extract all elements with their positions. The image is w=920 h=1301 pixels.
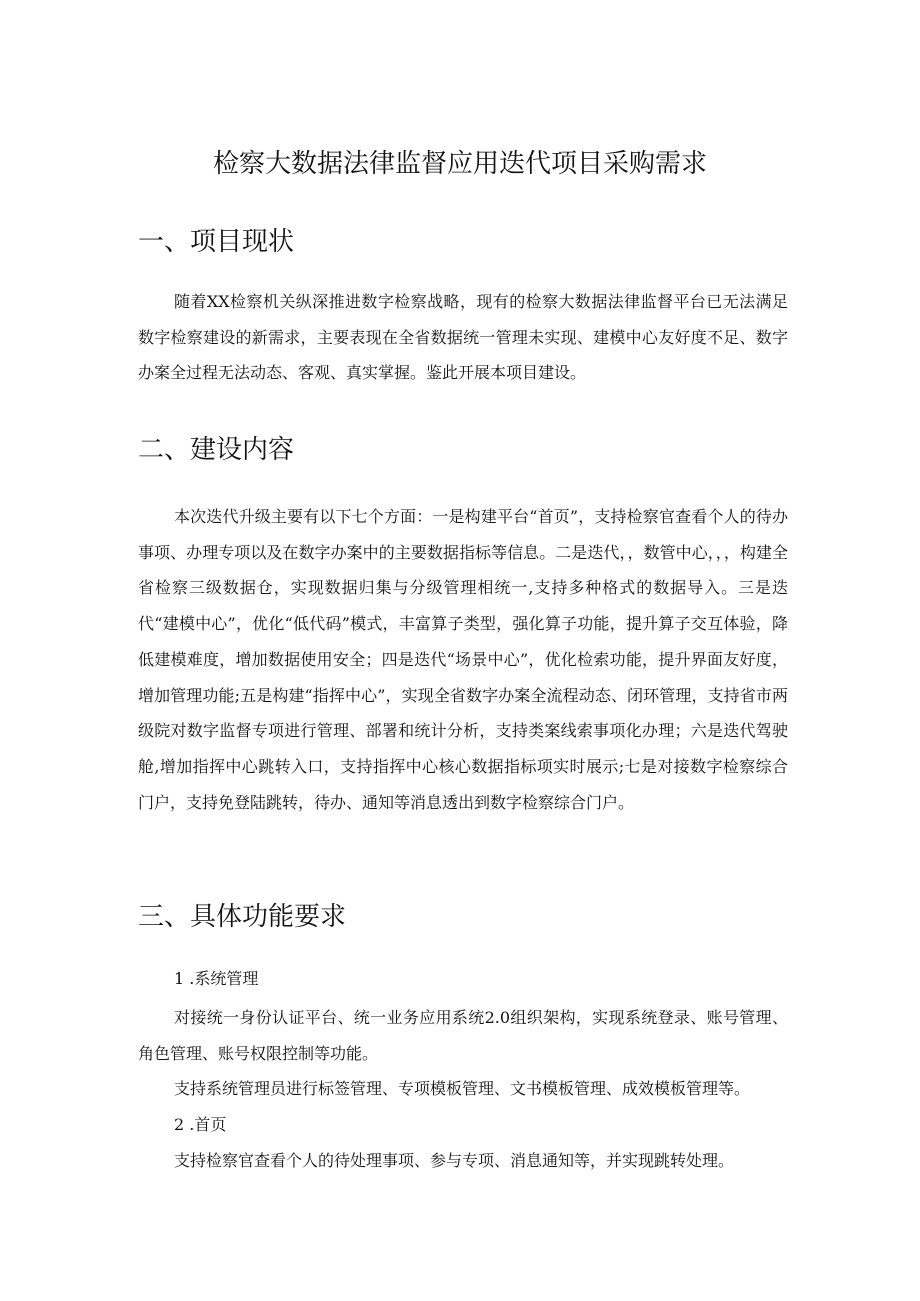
- section-heading-construction: 二、建设内容: [138, 435, 295, 465]
- requirement-paragraph-system-management: 对接统一身份认证平台、统一业务应用系统2.0组织架构，实现系统登录、账号管理、角色管理、账号权限控制等功能。: [138, 1008, 788, 1063]
- requirement-item-system-management: 1 .系统管理: [174, 969, 259, 988]
- requirement-line-admin-support: 支持系统管理员进行标签管理、专项模板管理、文书模板管理、成效模板管理等。: [174, 1079, 751, 1098]
- document-title: 检察大数据法律监督应用迭代项目采购需求: [212, 149, 707, 179]
- section-paragraph-construction: 本次迭代升级主要有以下七个方面：一是构建平台“首页”，支持检察官查看个人的待办事项、办理专项以及在数字办案中的主要数据指标等信息。二是迭代，，数管中心，，，构建全省检察三级数据仓，实现数据归集与分级管理相统一,支持多种格式的数据导入。三是迭代“建模中心”，优化“低代码”模式，丰富算子类型，强化算子功能，提升算子交互体验，降低建模难度，增加数据使用安全；四是迭代“场景中心”，优化检索功能，提升界面友好度，增加管理功能;五是构建“指挥中心”，实现全省数字办案全流程动态、闭环管理，支持省市两级院对数字监督专项进行管理、部署和统计分析，支持类案线索事项化办理；六是迭代驾驶舱,增加指挥中心跳转入口，支持指挥中心核心数据指标项实时展示;七是对接数字检察综合门户，支持免登陆跳转，待办、通知等消息透出到数字检察综合门户。: [138, 507, 788, 812]
- requirement-item-homepage: 2 .首页: [174, 1115, 227, 1134]
- section-heading-status: 一、项目现状: [138, 227, 295, 257]
- requirement-line-homepage-support: 支持检察官查看个人的待处理事项、参与专项、消息通知等，并实现跳转处理。: [174, 1151, 735, 1170]
- section-heading-requirements: 三、具体功能要求: [138, 902, 347, 932]
- section-paragraph-status: 随着XX检察机关纵深推进数字检察战略，现有的检察大数据法律监督平台已无法满足数字检察建设的新需求，主要表现在全省数据统一管理未实现、建模中心友好度不足、数字办案全过程无法动态、客观、真实掌握。鉴此开展本项目建设。: [138, 292, 788, 383]
